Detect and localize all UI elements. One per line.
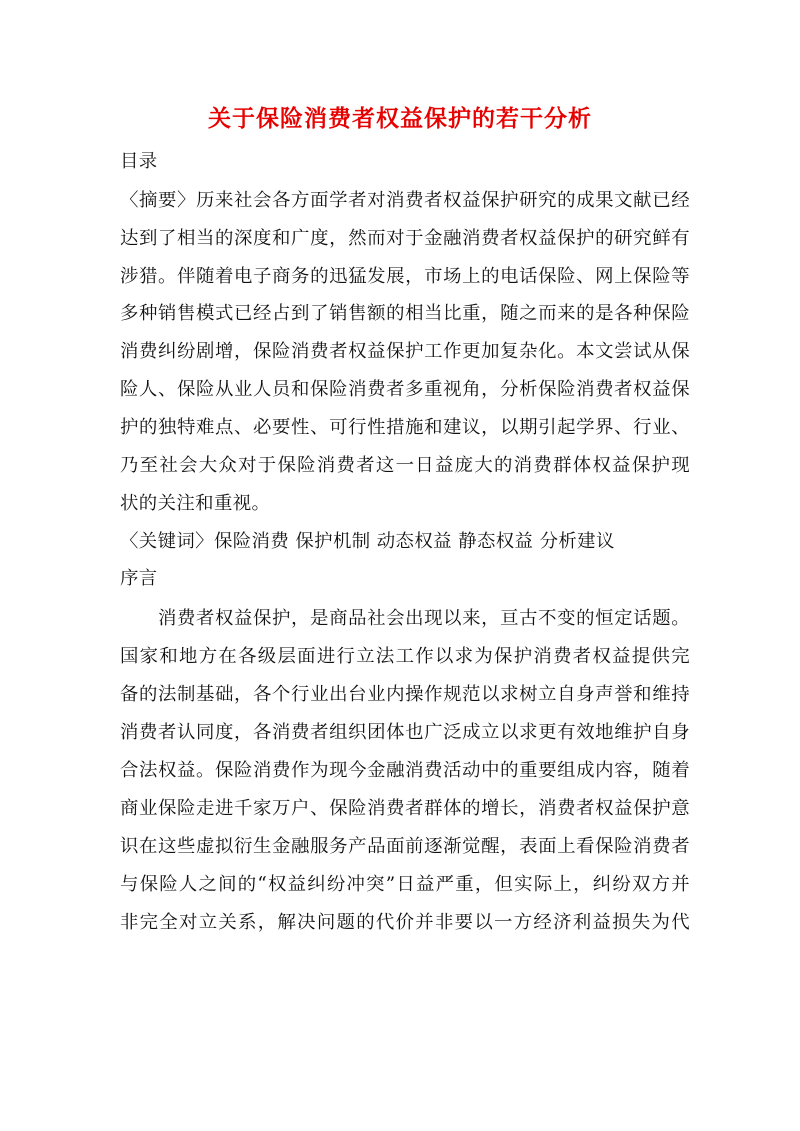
abstract-line: 消费纠纷剧增，保险消费者权益保护工作更加复杂化。本文尝试从保	[120, 341, 690, 362]
document-title: 关于保险消费者权益保护的若干分析	[208, 105, 592, 132]
abstract-line: 状的关注和重视。	[120, 493, 271, 514]
abstract-line: 险人、保险从业人员和保险消费者多重视角，分析保险消费者权益保	[120, 379, 690, 400]
toc-heading: 目录	[120, 151, 158, 172]
abstract-line: 多种销售模式已经占到了销售额的相当比重，随之而来的是各种保险	[120, 303, 690, 324]
keywords-line: 〈关键词〉保险消费 保护机制 动态权益 静态权益 分析建议	[120, 531, 615, 552]
preface-line: 国家和地方在各级层面进行立法工作以求为保护消费者权益提供完	[120, 646, 690, 667]
abstract-line: 〈摘要〉历来社会各方面学者对消费者权益保护研究的成果文献已经	[120, 190, 690, 211]
abstract-line: 护的独特难点、必要性、可行性措施和建议，以期引起学界、行业、	[120, 417, 690, 438]
preface-line: 合法权益。保险消费作为现今金融消费活动中的重要组成内容，随着	[120, 760, 690, 781]
preface-line: 消费者权益保护，是商品社会出现以来，亘古不变的恒定话题。	[158, 608, 690, 629]
preface-line: 非完全对立关系，解决问题的代价并非要以一方经济利益损失为代	[120, 912, 690, 933]
preface-line: 备的法制基础，各个行业出台业内操作规范以求树立自身声誉和维持	[120, 684, 690, 705]
abstract-line: 乃至社会大众对于保险消费者这一日益庞大的消费群体权益保护现	[120, 455, 690, 476]
preface-heading: 序言	[120, 568, 158, 589]
preface-line: 与保险人之间的“权益纠纷冲突”日益严重，但实际上，纠纷双方并	[120, 874, 690, 895]
preface-line: 识在这些虚拟衍生金融服务产品面前逐渐觉醒，表面上看保险消费者	[120, 836, 690, 857]
preface-line: 消费者认同度，各消费者组织团体也广泛成立以求更有效地维护自身	[120, 722, 690, 743]
abstract-line: 涉猎。伴随着电子商务的迅猛发展，市场上的电话保险、网上保险等	[120, 266, 690, 287]
abstract-line: 达到了相当的深度和广度，然而对于金融消费者权益保护的研究鲜有	[120, 228, 690, 249]
preface-line: 商业保险走进千家万户、保险消费者群体的增长，消费者权益保护意	[120, 798, 690, 819]
